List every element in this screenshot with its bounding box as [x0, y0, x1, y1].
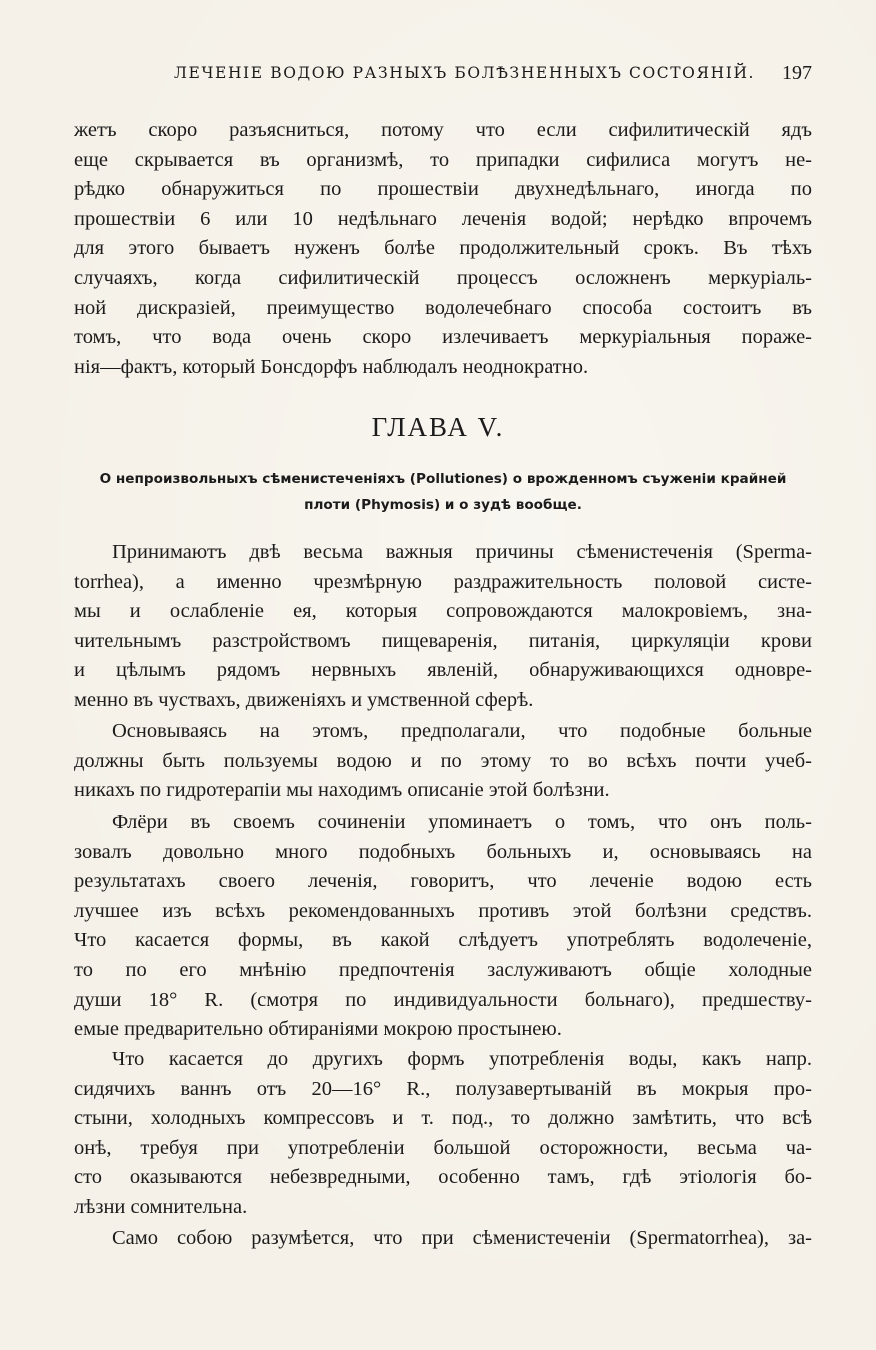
running-head [74, 62, 812, 86]
paragraph-2 [74, 717, 812, 806]
text-line: сидячихъ ваннъ отъ 20—16° R., полузавертыванiй въ мокрыя про- [74, 1077, 812, 1100]
text-line: лѣзни сомнительна. [74, 1195, 248, 1218]
text-line: и цѣлымъ рядомъ нервныхъ явленiй, обнаруживающихся одновре- [74, 659, 812, 682]
text-line: никахъ по гидротерапiи мы находимъ описанiе этой болѣзни. [74, 779, 610, 802]
text-line: чительнымъ разстройствомъ пищеваренiя, питанiя, циркуляцiи крови [74, 629, 812, 652]
text-line: должны быть пользуемы водою и по этому то во всѣхъ почти учеб- [74, 749, 812, 772]
text-line: прошествiи 6 или 10 недѣльнаго леченiя водой; нерѣдко впрочемъ [74, 207, 812, 230]
text-line: зовалъ довольно много подобныхъ больныхъ и, основываясь на [74, 840, 812, 863]
text-line: менно въ чуствахъ, движенiяхъ и умственной сферѣ. [74, 688, 534, 711]
text-line: еще скрывается въ организмѣ, то припадки сифилиса могутъ не- [74, 148, 812, 171]
text-line: Принимаютъ двѣ весьма важныя причины сѣменистеченiя (Sperma- [112, 541, 812, 563]
text-line: онѣ, требуя при употребленiи большой осторожности, весьма ча- [74, 1136, 812, 1159]
paragraph-1 [74, 538, 812, 716]
paragraph-5 [74, 1224, 812, 1254]
page-number: 197 [782, 62, 812, 84]
text-line: Что касается формы, въ какой слѣдуетъ употреблять водолеченiе, [74, 929, 812, 952]
subtitle-line: О непроизвольныхъ сѣменистеченiяхъ (Pollutiones) о врожденномъ съуженiи крайней [99, 471, 787, 487]
chapter-subtitle [74, 466, 812, 518]
paragraph-4 [74, 1045, 812, 1223]
text-line: Что касается до другихъ формъ употребленiя воды, какъ напр. [112, 1048, 812, 1070]
text-line: для этого бываетъ нуженъ болѣе продолжительный срокъ. Въ тѣхъ [74, 237, 812, 260]
text-line: мы и ослабленiе ея, которыя сопровождаются малокровiемъ, зна- [74, 600, 812, 623]
text-line: лучшее изъ всѣхъ рекомендованныхъ противъ этой болѣзни средствъ. [74, 899, 812, 922]
running-title: ЛЕЧЕНIЕ ВОДОЮ РАЗНЫХЪ БОЛѢЗНЕННЫХЪ СОСТОЯНIЙ. [174, 64, 756, 82]
text-line: torrhea), а именно чрезмѣрную раздражительность половой систе- [74, 570, 812, 593]
chapter-heading: ГЛАВА V. [371, 412, 505, 442]
text-line: стыни, холодныхъ компрессовъ и т. под., то должно замѣтить, что всѣ [74, 1107, 812, 1130]
paragraph-continued [74, 116, 812, 382]
text-line: то по его мнѣнiю предпочтенiя заслуживаютъ общiе холодные [74, 958, 812, 981]
text-line: результатахъ своего леченiя, говоритъ, что леченiе водою есть [74, 870, 812, 893]
text-line: рѣдко обнаружиться по прошествiи двухнедѣльнаго, иногда по [74, 178, 812, 201]
text-line: жетъ скоро разъясниться, потому что если сифилитическiй ядъ [74, 119, 812, 141]
text-line: томъ, что вода очень скоро излечиваетъ меркурiальныя пораже- [74, 326, 812, 349]
text-line: сто оказываются небезвредными, особенно тамъ, гдѣ этiологiя бо- [74, 1166, 812, 1189]
paragraph-3 [74, 808, 812, 1045]
text-line: ной дискразiей, преимущество водолечебнаго способа состоитъ въ [74, 296, 812, 319]
text-line: случаяхъ, когда сифилитическiй процессъ осложненъ меркурiаль- [74, 266, 812, 289]
text-line: души 18° R. (смотря по индивидуальности больнаго), предшеству- [74, 988, 812, 1011]
text-line: нiя—фактъ, который Бонсдорфъ наблюдалъ неоднократно. [74, 355, 589, 378]
text-line: Основываясь на этомъ, предполагали, что подобные больные [112, 720, 812, 742]
text-line: Флёри въ своемъ сочиненiи упоминаетъ о томъ, что онъ поль- [112, 811, 812, 833]
subtitle-line: плоти (Phymosis) и о зудѣ вообще. [304, 497, 582, 513]
text-line: Само собою разумѣется, что при сѣменистеченiи (Spermatorrhea), за- [112, 1227, 812, 1249]
text-line: емые предварительно обтиранiями мокрою простынею. [74, 1018, 562, 1041]
